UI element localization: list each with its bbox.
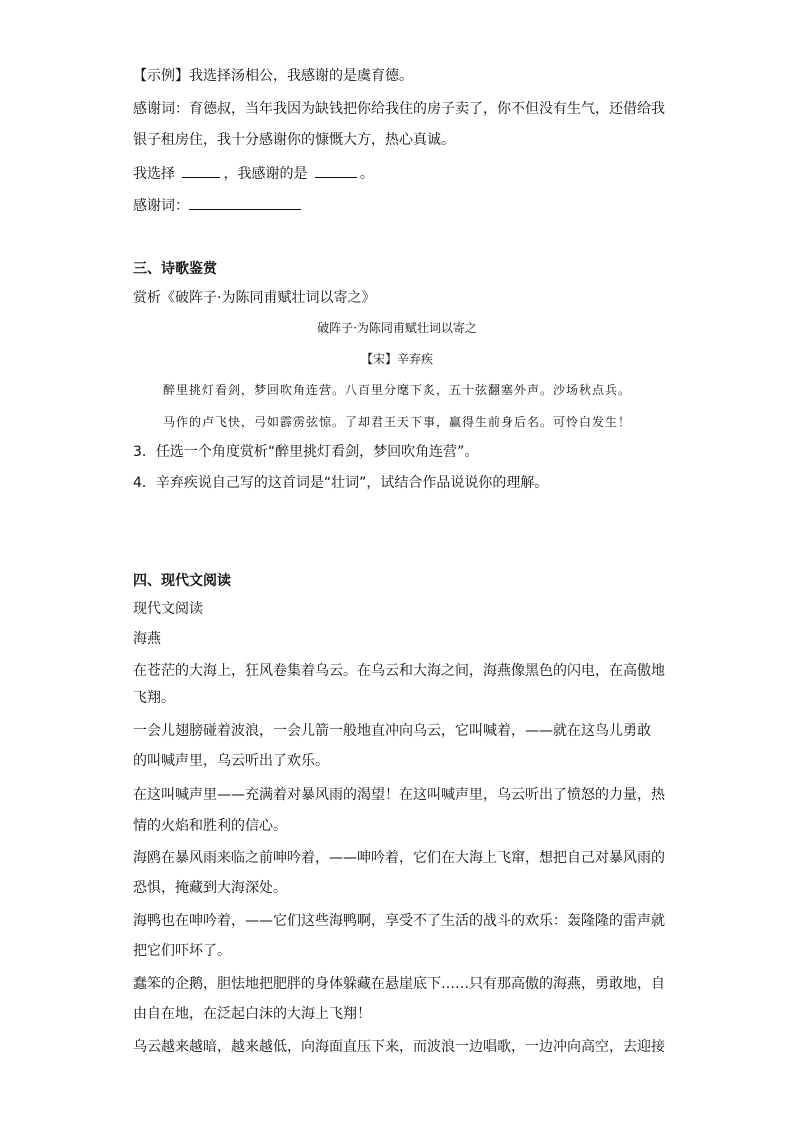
paragraph-5b: 把它们吓坏了。: [133, 943, 231, 959]
example-line-1: 【示例】我选择汤相公，我感谢的是虞育德。: [133, 68, 413, 84]
example-line-3: 银子租房住，我十分感谢你的慷慨大方，热心真诚。: [133, 132, 455, 148]
paragraph-5a: 海鸭也在呻吟着，——它们这些海鸭啊，享受不了生活的战斗的欢乐：轰隆隆的雷声就: [133, 913, 665, 929]
poem-line-2: 马作的卢飞快，弓如霹雳弦惊。了却君王天下事，赢得生前身后名。可怜白发生！: [162, 415, 631, 429]
thanks-label: 感谢词：: [133, 198, 189, 214]
paragraph-1b: 飞翔。: [133, 690, 175, 706]
section3-intro: 赏析《破阵子·为陈同甫赋壮词以寄之》: [133, 290, 376, 306]
paragraph-3a: 在这叫喊声里——充满着对暴风雨的渴望！在这叫喊声里，乌云听出了愤怒的力量，热: [133, 787, 665, 803]
choose-end: 。: [359, 166, 374, 182]
paragraph-2a: 一会儿翅膀碰着波浪，一会儿箭一般地直冲向乌云，它叫喊着，——就在这鸟儿勇敢: [133, 723, 651, 739]
choose-prefix: 我选择: [133, 166, 175, 182]
section4-heading: 四、现代文阅读: [133, 573, 231, 589]
paragraph-1a: 在苍茫的大海上，狂风卷集着乌云。在乌云和大海之间，海燕像黑色的闪电，在高傲地: [133, 663, 665, 679]
question-4: 4．辛弃疾说自己写的这首词是“壮词”，试结合作品说说你的理解。: [133, 475, 549, 491]
paragraph-4b: 恐惧，掩藏到大海深处。: [133, 880, 287, 896]
paragraph-7a: 乌云越来越暗，越来越低，向海面直压下来，而波浪一边唱歌，一边冲向高空，去迎接: [133, 1039, 665, 1055]
paragraph-6a: 蠢笨的企鹅，胆怯地把肥胖的身体躲藏在悬崖底下……只有那高傲的海燕，勇敢地，自: [133, 976, 665, 992]
choose-line: [133, 163, 374, 183]
choose-mid: ，我感谢的是: [223, 166, 308, 182]
article-title: 海燕: [133, 631, 161, 647]
choose-blank-2[interactable]: [315, 163, 357, 178]
section4-sub: 现代文阅读: [133, 601, 203, 617]
poem-line-1: 醉里挑灯看剑，梦回吹角连营。八百里分麾下炙，五十弦翻塞外声。沙场秋点兵。: [162, 383, 631, 397]
poem-title: 破阵子·为陈同甫赋壮词以寄之: [317, 321, 477, 335]
thanks-blank[interactable]: [189, 195, 301, 210]
paragraph-3b: 情的火焰和胜利的信心。: [133, 818, 287, 834]
paragraph-2b: 的叫喊声里，乌云听出了欢乐。: [133, 753, 329, 769]
paragraph-4a: 海鸥在暴风雨来临之前呻吟着，——呻吟着，它们在大海上飞窜，想把自己对暴风雨的: [133, 850, 665, 866]
paragraph-6b: 由自在地，在泛起白沫的大海上飞翔！: [133, 1006, 371, 1022]
section3-heading: 三、诗歌鉴赏: [133, 261, 217, 277]
thanks-line: [133, 195, 301, 215]
poem-author: 【宋】辛弃疾: [360, 352, 433, 366]
choose-blank-1[interactable]: [182, 163, 220, 178]
question-3: 3．任选一个角度赏析“醉里挑灯看剑，梦回吹角连营”。: [133, 444, 479, 460]
example-line-2: 感谢词：育德叔，当年我因为缺钱把你给我住的房子卖了，你不但没有生气，还借给我: [133, 101, 665, 117]
